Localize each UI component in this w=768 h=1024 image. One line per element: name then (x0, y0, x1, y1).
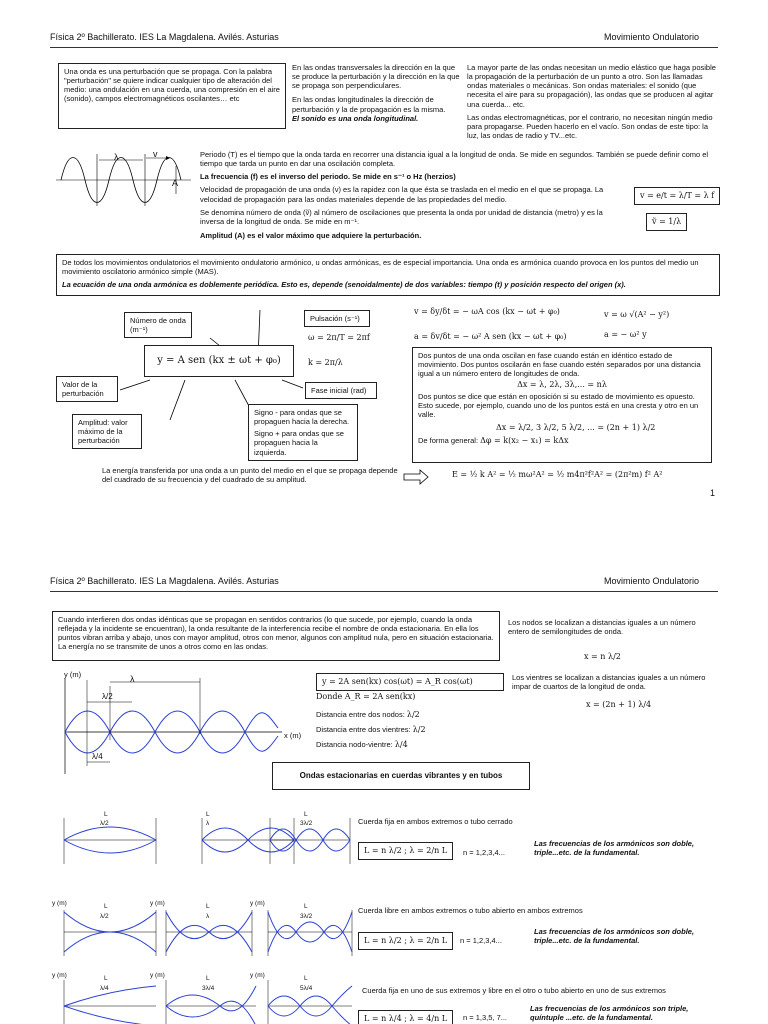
sound-text: El sonido es una onda longitudinal. (292, 113, 419, 123)
phase-opp-equation: Δx = λ/2, 3 λ/2, 5 λ/2, ... = (2n + 1) λ/2 (496, 422, 656, 432)
page-number: 1 (710, 488, 716, 498)
wavenumber-text: Se denomina número de onda (ṽ) al número de oscilaciones que presenta la onda por unidad de distancia (metro) y es la inversa de la longitud de onda. Se mide en m⁻¹. (200, 207, 603, 226)
row3-y1: y (m) (52, 972, 67, 979)
row2-y1: y (m) (52, 900, 67, 907)
header-rule (50, 47, 718, 48)
acceleration-position: a = − ω² y (604, 330, 647, 339)
row2-lbl3: 3λ/2 (300, 913, 313, 920)
row3-lbl2: 3λ/4 (202, 985, 215, 992)
section-title: Ondas estacionarias en cuerdas vibrantes y en tubos (272, 762, 530, 790)
graph-x-label: x (m) (284, 731, 302, 740)
header-left-p2: Física 2º Bachillerato. IES La Magdalena. Avilés. Asturias (50, 576, 279, 586)
row2-diagram-1 (64, 910, 156, 956)
mechanical-text: La mayor parte de las ondas necesitan un medio elástico que haga posible la propagación de la perturbación de un punto a otro. Son las llamadas ondas materiales o mecánicas. Son ondas materiales: el sonido (que necesita el aire para su propagación), las ondas que se producen al agitar una cuerda... etc. (467, 63, 716, 109)
row1-lbl1: λ/2 (100, 820, 109, 827)
row3-lbl3: 5λ/4 (300, 985, 313, 992)
value-label-box: Valor de la perturbación (56, 376, 118, 402)
wavenumber-formula: ṽ = 1/λ (646, 213, 687, 231)
sign-minus-text: Signo - para ondas que se propaguen hacia la derecha. (254, 408, 350, 427)
sign-box (248, 404, 358, 461)
v-arrowhead (166, 156, 170, 160)
antinodes-distance-value: λ/2 (412, 725, 426, 734)
phase-opp-text: Dos puntos se dice que están en oposición si su estado de movimiento es opuesto. Esto sucede, por ejemplo, cuando uno de los puntos está en una cresta y otro en un valle. (418, 392, 699, 420)
case3-equation: L = n λ/4 ; λ = 4/n L (358, 1010, 453, 1024)
amplitude-definition: Donde A_R = 2A sen(kx) (316, 692, 416, 701)
energy-equation: E = ½ k A² = ½ mω²A² = ½ m4π²f²A² = (2π²m) f² A² (452, 470, 663, 479)
energy-text: La energía transferida por una onda a un punto del medio en el que se propaga depende del cuadrado de su frecuencia y del cuadrado de su amplitud. (102, 466, 398, 485)
case1-note: Las frecuencias de los armónicos son doble, triple...etc. de la fundamental. (534, 839, 695, 858)
harmonic-equation: y = A sen (kx ± ωt + φ₀) (144, 345, 294, 377)
row3-L2: L (206, 975, 210, 982)
row2-L3: L (304, 903, 308, 910)
intro-box (58, 63, 286, 129)
node-antinode-distance (316, 740, 408, 750)
header-rule-p2 (50, 591, 718, 592)
row3-L3: L (304, 975, 308, 982)
amplitude-label: A (172, 178, 179, 188)
nodes-distance-label: Distancia entre dos nodos: (316, 710, 405, 719)
header-right-p2: Movimiento Ondulatorio (604, 576, 700, 586)
nodes-distance-value: λ/2 (406, 710, 420, 719)
row1-lbl2: λ (206, 820, 210, 827)
row2-y2: y (m) (150, 900, 165, 907)
frequency-text: La frecuencia (f) es el inverso del periodo. Se mide en s⁻¹ o Hz (herzios) (200, 172, 456, 182)
antinodes-equation: x = (2n + 1) λ/4 (586, 700, 652, 709)
wave-types (292, 63, 462, 123)
row3-diagram-1 (64, 980, 156, 1024)
velocity-text: Velocidad de propagación de una onda (v) es la rapidez con la que ésta se traslada en el medio en el que se propaga. La velocidad de propagación para las ondas materiales depende de las propiedades del medio. (200, 185, 604, 204)
line-amplitude (170, 380, 185, 420)
row2-L1: L (104, 903, 108, 910)
antinodes-text: Los vientres se localizan a distancias iguales a un número impar de cuartos de la longitud de onda. (512, 673, 706, 692)
omega-formula: ω = 2π/T = 2πf (308, 333, 370, 342)
phase-box (412, 347, 712, 463)
node-antinode-distance-value: λ/4 (394, 740, 408, 749)
graph-y-label: y (m) (64, 670, 82, 679)
case2-equation: L = n λ/2 ; λ = 2/n L (358, 932, 453, 950)
velocity-formula: v = e/t = λ/T = λ f (634, 187, 720, 205)
graph-lambda-label: λ (130, 674, 135, 684)
pulsation-label-box: Pulsación (s⁻¹) (304, 310, 370, 327)
k-formula: k = 2π/λ (308, 358, 343, 367)
line-phase (282, 380, 303, 388)
row3-L1: L (104, 975, 108, 982)
header-right: Movimiento Ondulatorio (604, 32, 700, 42)
node-antinode-distance-label: Distancia nodo-vientre: (316, 740, 393, 749)
harmonic-text-1: De todos los movimientos ondulatorios el movimiento ondulatorio armónico, u ondas armónicas, es de especial importancia. Una onda es armónica cuando provoca en los puntos del medio un movimiento oscilatorio armónico simple (MAS). (62, 258, 699, 277)
graph-quarter-lambda-label: λ/4 (92, 752, 103, 761)
case1-equation: L = n λ/2 ; λ = 2/n L (358, 842, 453, 860)
longitudinal-text: En las ondas longitudinales la dirección de perturbación y la de propagación es la misma. (292, 95, 446, 114)
row2-y3: y (m) (250, 900, 265, 907)
phase-in-equation: Δx = λ, 2λ, 3λ,... = nλ (517, 380, 607, 390)
intro-text: Una onda es una perturbación que se propaga. Con la palabra "perturbación" se quiere indicar cualquier tipo de alteración del medio: una ondulación en una cuerda, una compresión en el aire (sonido), campos electromagnéticos oscilantes… etc (64, 67, 280, 104)
case3-note: Las frecuencias de los armónicos son triple, quíntuple ...etc. de la fundamental. (530, 1004, 689, 1023)
amplitude-label-box: Amplitud: valor máximo de la perturbación (72, 414, 142, 449)
sign-plus-text: Signo + para ondas que se propaguen hacia la izquierda. (254, 429, 344, 457)
row1-L2: L (206, 811, 210, 818)
implies-arrow-icon (404, 470, 430, 484)
standing-wave-equation: y = 2A sen(kx) cos(ωt) = A_R cos(ωt) (316, 673, 504, 691)
electromagnetic-text: Las ondas electromagnéticas, por el contrario, no necesitan ningún medio para propagarse. Pueden hacerlo en el vacío. Son ondas de este tipo: la luz, las ondas de radio y TV...etc. (467, 112, 713, 140)
line-value (120, 380, 150, 390)
antinodes-distance (316, 725, 426, 735)
row1-diagram-1 (64, 818, 156, 864)
nodes-equation: x = n λ/2 (584, 652, 621, 661)
nodes-distance (316, 710, 420, 720)
row2-lbl2: λ (206, 913, 210, 920)
case3-n: n = 1,3,5, 7... (463, 1013, 507, 1022)
graph-half-lambda-label: λ/2 (102, 692, 113, 701)
standing-wave-box: Cuando interfieren dos ondas idénticas que se propagan en sentidos contrarios (lo que sucede, por ejemplo, cuando la onda reflejada y la incidente se encuentran), la onda resultante de la interferencia recibe el nombre de onda estacionaria. En ella los puntos vibran arriba y abajo, unos con mayor amplitud, otros con menor, algunos con amplitud nula, pero en situación estacionaria. La energía no se transmite de unos a otros como en las ondas. (52, 611, 500, 661)
case1-n: n = 1,2,3,4... (463, 848, 505, 857)
row3-diagrams (52, 976, 358, 1024)
case3-title: Cuerda fija en uno de sus extremos y libre en el otro o tubo abierto en uno de sus extremos (362, 986, 666, 995)
nodes-text: Los nodos se localizan a distancias iguales a un número entero de semilongitudes de onda. (508, 618, 696, 637)
case2-n: n = 1,2,3,4... (460, 936, 502, 945)
transverse-text: En las ondas transversales la dirección en la que se produce la perturbación y la dirección en la que se propaga son perpendiculares. (292, 63, 460, 91)
velocity-position: v = ω √(A² − y²) (604, 310, 670, 319)
row2-lbl1: λ/2 (100, 913, 109, 920)
antinodes-distance-label: Distancia entre dos vientres: (316, 725, 411, 734)
general-form-label: De forma general: (418, 436, 479, 446)
phase-in-text: Dos puntos de una onda oscilan en fase cuando están en idéntico estado de movimiento. Dos puntos oscilarán en fase cuando estén separados por una distancia igual a un número entero de longitudes de onda. (418, 351, 701, 379)
amplitude-text: Amplitud (A) es el valor máximo que adquiere la perturbación. (200, 230, 422, 240)
case2-note: Las frecuencias de los armónicos son doble, triple...etc. de la fundamental. (534, 927, 695, 946)
row3-lbl1: λ/4 (100, 985, 109, 992)
row1-L3: L (304, 811, 308, 818)
wavenumber-label-box: Número de onda (m⁻¹) (124, 312, 192, 338)
row3-y3: y (m) (250, 972, 265, 979)
row2-L2: L (206, 903, 210, 910)
velocity-derivative: v = δy/δt = − ωA cos (kx − ωt + φ₀) (414, 307, 560, 316)
case1-title: Cuerda fija en ambos extremos o tubo cerrado (358, 817, 513, 826)
v-label: v (153, 149, 158, 159)
general-form-equation: Δφ = k(x₂ − x₁) = kΔx (480, 436, 569, 446)
wave-media (467, 63, 719, 140)
harmonic-box (56, 254, 720, 296)
acceleration-derivative: a = δv/δt = − ω² A sen (kx − ωt + φ₀) (414, 332, 567, 341)
row1-L1: L (104, 811, 108, 818)
row1-lbl3: 3λ/2 (300, 820, 313, 827)
period-text: Periodo (T) es el tiempo que la onda tarda en recorrer una distancia igual a la longitud de onda. Se mide en segundos. También se puede definir como el tiempo que tarda un punto en dar una oscilación completa. (200, 150, 709, 169)
row3-y2: y (m) (150, 972, 165, 979)
case2-title: Cuerda libre en ambos extremos o tubo abierto en ambos extremos (358, 906, 583, 915)
header-left: Física 2º Bachillerato. IES La Magdalena. Avilés. Asturias (50, 32, 279, 42)
row1-diagram-3 (268, 810, 358, 866)
phase-label-box: Fase inicial (rad) (305, 382, 377, 399)
harmonic-text-2: La ecuación de una onda armónica es doblemente periódica. Esto es, depende (senoidalmente) de dos variables: tiempo (t) y posición respecto del origen (x). (62, 280, 626, 290)
lambda-label: λ (114, 152, 119, 162)
